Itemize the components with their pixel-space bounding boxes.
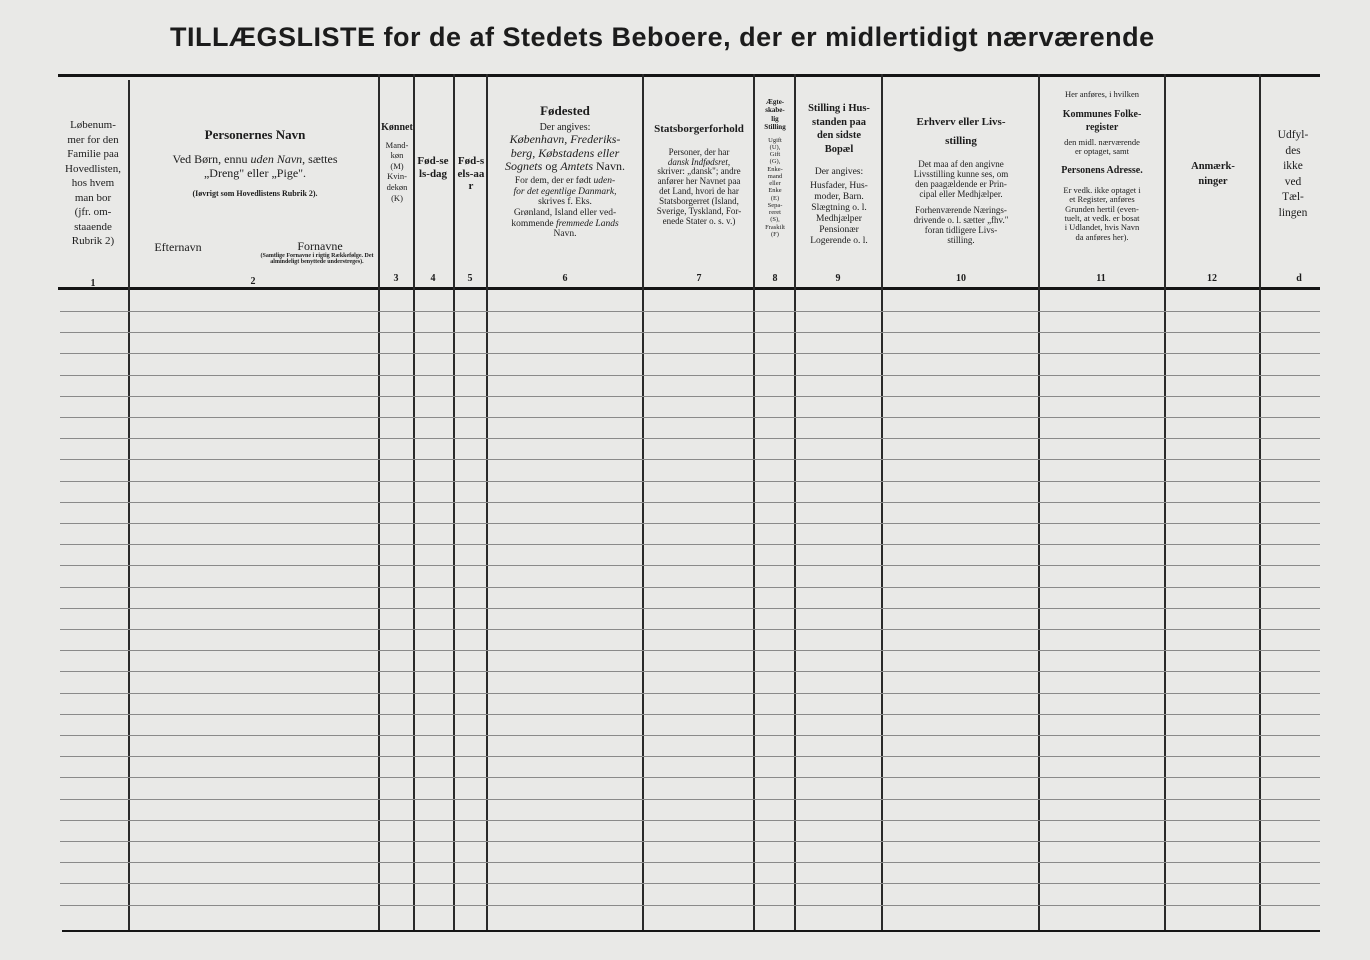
- col3-line: køn: [390, 150, 404, 161]
- row-line: [60, 883, 1320, 884]
- col1-line: (jfr. om-: [74, 206, 112, 218]
- row-line: [60, 650, 1320, 651]
- col7-line: enede Stater o. s. v.): [662, 215, 736, 226]
- form-title: TILLÆGSLISTE for de af Stedets Beboere, der er midlertidigt nærværende: [170, 22, 1155, 52]
- row-line: [60, 459, 1320, 460]
- col8-line: eller: [769, 180, 781, 188]
- col1-line: Løbenum-: [70, 119, 116, 131]
- col11-line: da anføres her).: [1075, 231, 1129, 242]
- col8-line: reret: [769, 209, 781, 217]
- col9-line: Slægtning o. l.: [811, 203, 867, 214]
- col11-line: den midl. nærværende: [1064, 136, 1140, 147]
- col7-line: anfører her Navnet paa: [657, 176, 741, 187]
- col1-line: Rubrik 2): [71, 235, 115, 247]
- col10-heading: Erhverv eller Livs-: [916, 116, 1006, 128]
- col8-line: (E): [770, 194, 780, 202]
- col6-line: kommende: [511, 218, 556, 229]
- col7-line: dansk Indfødsret,: [667, 156, 731, 167]
- col11-pre: Her anføres, i hvilken: [1064, 89, 1140, 99]
- col9-number: 9: [835, 273, 841, 284]
- col6-line: skrives f. Eks.: [538, 197, 592, 208]
- col1-line: Hovedlisten,: [65, 162, 121, 175]
- col9-heading: Bopæl: [824, 143, 854, 155]
- col9-line: Pensionær: [819, 225, 859, 236]
- col6-sub: Der angives:: [539, 121, 591, 133]
- row-line: [60, 905, 1320, 906]
- col13-line: lingen: [1278, 206, 1308, 219]
- bottom-rule: [62, 930, 1320, 932]
- col11-heading2: Personens Adresse.: [1061, 165, 1143, 177]
- row-line: [60, 481, 1320, 482]
- col10-line: stilling.: [947, 234, 975, 245]
- col2-subheading-efternavn: Efternavn: [154, 240, 202, 254]
- row-line: [60, 756, 1320, 757]
- col1-line: mer for den: [67, 133, 119, 146]
- row-line: [60, 438, 1320, 439]
- col7-line: Personer, der har: [668, 146, 730, 157]
- col6-line: Navn.: [553, 229, 577, 240]
- col3-line: (M): [390, 160, 404, 171]
- row-line: [60, 523, 1320, 524]
- col9-line: moder, Barn.: [814, 192, 864, 203]
- col6-line: berg, Købstadens eller: [510, 145, 620, 160]
- row-line: [60, 841, 1320, 842]
- col8-line: Enke: [768, 187, 782, 195]
- col1-number: 1: [90, 278, 96, 289]
- col8-line: (F): [771, 231, 779, 239]
- row-line: [60, 417, 1320, 418]
- row-line: [60, 820, 1320, 821]
- col7-line: Sverige, Tyskland, For-: [656, 205, 742, 216]
- col8-line: Sepa-: [767, 201, 783, 209]
- col3-line: dekøn: [386, 182, 408, 192]
- col10-header: [885, 113, 1037, 246]
- col3-number: 3: [393, 273, 399, 284]
- col8-line: Enke-: [767, 165, 783, 173]
- row-line: [60, 608, 1320, 609]
- col10-line: Livsstilling kunne ses, om: [913, 169, 1009, 180]
- col8-number: 8: [772, 273, 778, 284]
- col12-number: 12: [1207, 273, 1217, 284]
- col1-line: man bor: [74, 191, 112, 204]
- col5-header: Fød-sels-aar: [457, 155, 485, 193]
- col8-line: (S),: [770, 216, 780, 224]
- col13-number: d: [1296, 273, 1302, 284]
- row-line: [60, 671, 1320, 672]
- col12-header: [1167, 160, 1259, 189]
- col6-header: [490, 104, 640, 240]
- row-line: [60, 311, 1320, 312]
- col13-line: Udfyl-: [1277, 129, 1309, 141]
- col6-line: København, Frederiks-: [509, 132, 621, 147]
- col9-line: Medhjælper: [816, 214, 862, 225]
- col2-text: „Dreng" eller „Pige".: [203, 165, 307, 180]
- col8-heading: Ægte-: [765, 98, 785, 106]
- col3-line: (K): [391, 192, 403, 203]
- row-line: [60, 332, 1320, 333]
- col3-header: [381, 122, 413, 203]
- col10-heading: stilling: [945, 134, 977, 147]
- col7-line: skriver: „dansk"; andre: [657, 166, 741, 177]
- col9-sub: Der angives:: [814, 166, 864, 177]
- col6-line: for det egentlige Danmark,: [513, 186, 617, 197]
- col10-line: den paagældende er Prin-: [915, 179, 1007, 190]
- column-divider: [128, 80, 130, 930]
- row-line: [60, 396, 1320, 397]
- col7-line: det Land, hvori de har: [659, 186, 739, 197]
- col9-line: Logerende o. l.: [810, 236, 868, 247]
- col2-text-italic: uden Navn: [250, 151, 303, 166]
- col2-text: Ved Børn, ennu: [172, 151, 251, 166]
- col6-line: Amtets: [560, 158, 593, 173]
- col11-line: Er vedk. ikke optaget i: [1063, 184, 1141, 195]
- col4-header: Fød-sels-dag: [417, 155, 449, 180]
- row-line: [60, 565, 1320, 566]
- row-line: [60, 714, 1320, 715]
- col8-heading: Stilling: [764, 123, 786, 132]
- row-line: [60, 587, 1320, 588]
- col2-heading: Personernes Navn: [204, 127, 306, 142]
- col7-heading: Statsborgerforhold: [654, 123, 744, 135]
- col13-line: ikke: [1283, 160, 1303, 172]
- col8-header: [756, 98, 794, 238]
- col9-heading: standen paa: [812, 116, 866, 128]
- col11-number: 11: [1096, 273, 1106, 284]
- col8-heading: skabe-: [765, 106, 785, 115]
- col8-heading: lig: [771, 114, 779, 123]
- col13-header: [1262, 128, 1324, 221]
- col13-line: Tæl-: [1282, 191, 1304, 203]
- row-line: [60, 502, 1320, 503]
- col6-line: Sognets: [504, 158, 543, 173]
- col1-line: staaende: [74, 220, 112, 233]
- col8-line: Gift: [769, 151, 781, 159]
- col13-line: des: [1285, 144, 1301, 157]
- col11-line: Grunden hertil (even-: [1065, 203, 1139, 214]
- col12-heading: Anmærk-: [1191, 161, 1235, 172]
- col10-number: 10: [956, 273, 966, 284]
- header-bottom-rule: [58, 287, 1320, 290]
- col2-subnote: (Samtlige Fornavne i rigtig Rækkefølge. Det almindeligt benyttede understreges).: [260, 253, 374, 266]
- col2-header: [132, 128, 378, 198]
- col11-header: [1041, 90, 1163, 242]
- col2-subheading-fornavne: Fornavne: [297, 239, 343, 253]
- col11-heading: Kommunes Folke-: [1062, 108, 1142, 120]
- col6-line: For dem, der er født: [514, 176, 594, 186]
- col8-line: mand: [767, 172, 783, 180]
- col11-line: er optaget, samt: [1074, 146, 1130, 157]
- col8-line: (U),: [769, 143, 781, 151]
- row-line: [60, 544, 1320, 545]
- col11-line: tuelt, at vedk. er bosat: [1064, 212, 1140, 223]
- col2-text: , sættes: [302, 151, 338, 166]
- col6-line: Grønland, Island eller ved-: [513, 207, 617, 218]
- col10-line: foran tidligere Livs-: [924, 224, 998, 235]
- col10-line: drivende o. l. sætter „fhv.": [913, 214, 1009, 225]
- col13-line: ved: [1284, 175, 1302, 188]
- col6-line: Navn.: [593, 158, 625, 173]
- col6-line: fremmede Lands: [555, 218, 619, 229]
- col7-number: 7: [696, 273, 702, 284]
- col7-header: [645, 123, 753, 227]
- col6-line: og: [542, 158, 561, 173]
- col11-line: i Udlandet, hvis Navn: [1064, 222, 1140, 233]
- col8-line: (G),: [769, 158, 781, 166]
- row-line: [60, 735, 1320, 736]
- col6-line: uden-: [593, 176, 616, 186]
- col1-line: hos hvem: [71, 177, 115, 189]
- col6-number: 6: [562, 273, 568, 284]
- col11-line: et Register, anføres: [1069, 194, 1135, 205]
- col4-number: 4: [430, 273, 436, 284]
- col2-number: 2: [250, 276, 256, 287]
- col9-line: Husfader, Hus-: [810, 181, 868, 192]
- col10-line: Det maa af den angivne: [918, 159, 1004, 170]
- row-line: [60, 629, 1320, 630]
- col6-heading: Fødested: [540, 103, 590, 118]
- col10-line: cipal eller Medhjælper.: [919, 189, 1003, 200]
- col1-header: [58, 118, 128, 249]
- top-rule: [58, 74, 1320, 77]
- row-line: [60, 693, 1320, 694]
- col9-heading: den sidste: [816, 130, 862, 142]
- col8-line: Ugift: [768, 136, 782, 144]
- row-line: [60, 777, 1320, 778]
- col8-line: Fraskilt: [765, 223, 785, 231]
- row-line: [60, 862, 1320, 863]
- row-line: [60, 799, 1320, 800]
- col3-heading: Kønnet: [381, 122, 413, 133]
- col12-heading: ninger: [1198, 175, 1228, 187]
- col10-line: Forhenværende Nærings-: [915, 204, 1007, 215]
- row-line: [60, 375, 1320, 376]
- col5-number: 5: [467, 273, 473, 284]
- col11-heading: register: [1085, 122, 1119, 134]
- col3-line: Mand-: [385, 139, 409, 150]
- col7-line: Statsborgerret (Island,: [659, 196, 739, 207]
- col9-header: [797, 102, 881, 247]
- col3-line: Kvin-: [387, 171, 407, 182]
- col9-heading: Stilling i Hus-: [808, 103, 870, 114]
- col2-note: (Iøvrigt som Hovedlistens Rubrik 2).: [192, 188, 318, 198]
- col1-line: Familie paa: [67, 148, 119, 160]
- row-line: [60, 353, 1320, 354]
